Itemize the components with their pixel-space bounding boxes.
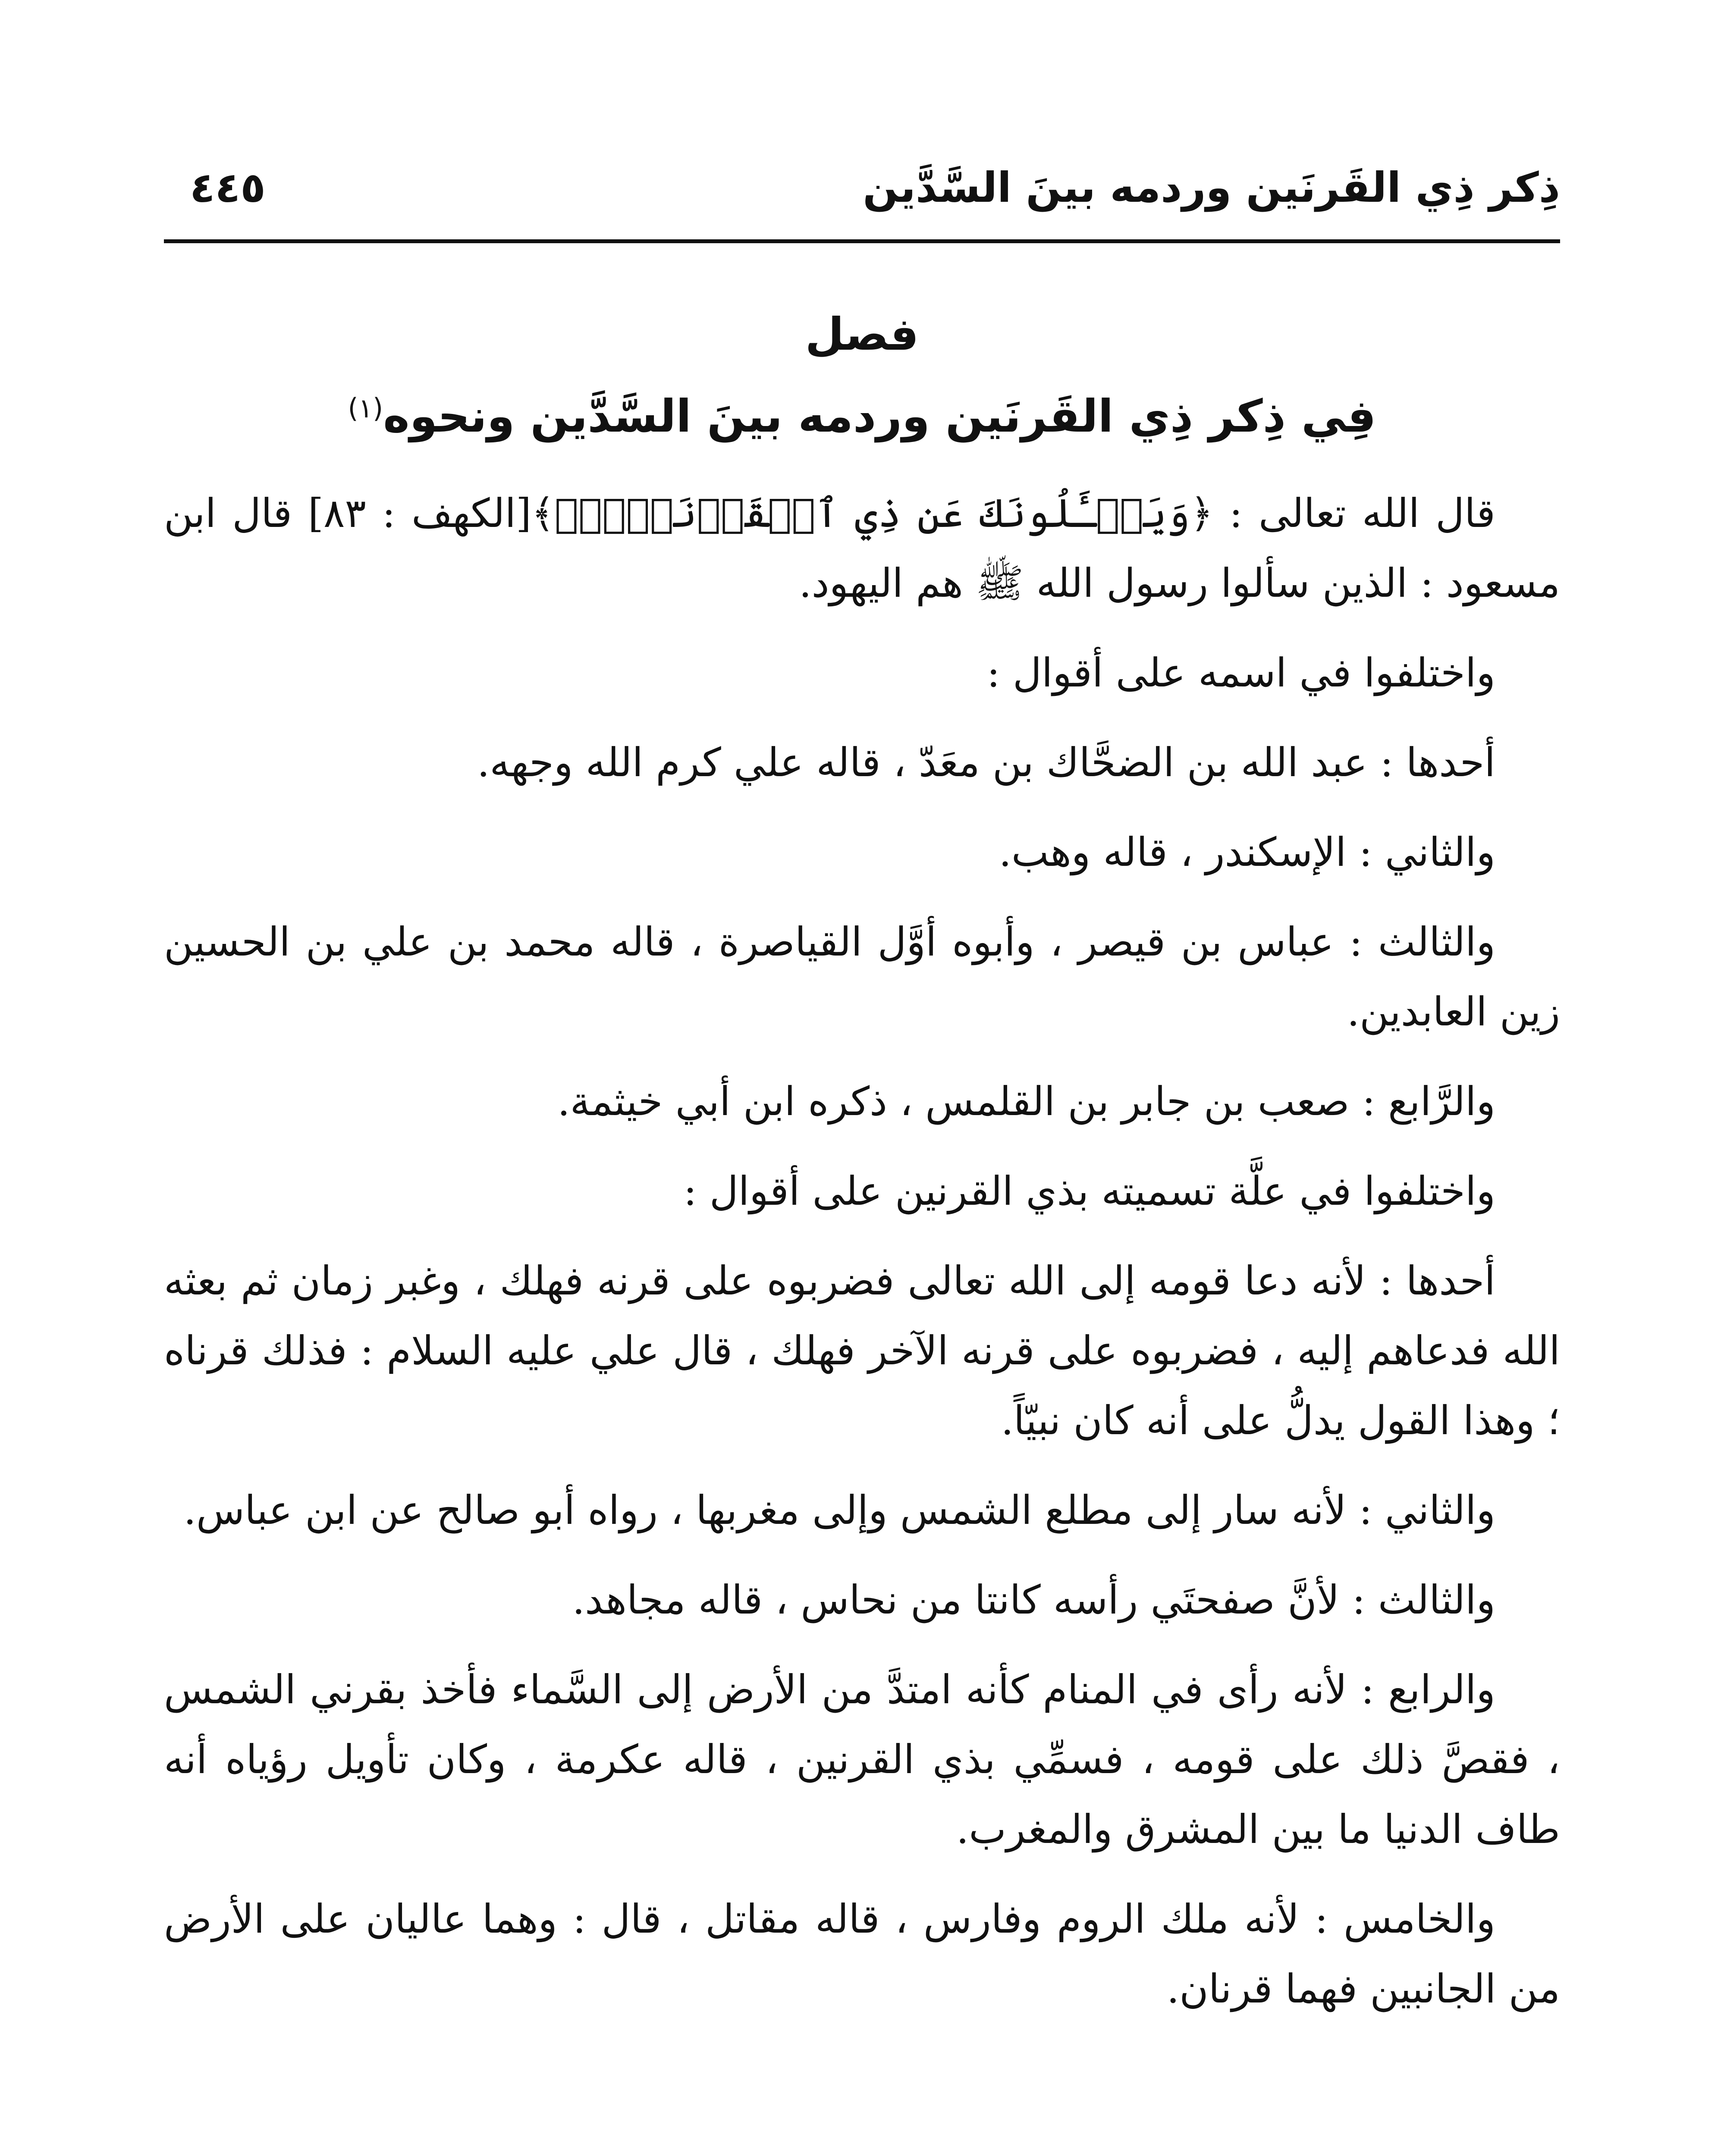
running-header-title: ذِكر ذِي القَرنَين وردمه بينَ السَّدَّين (863, 163, 1560, 212)
header-rule (164, 239, 1560, 243)
paragraph: والرَّابع : صعب بن جابر بن القلمس ، ذكره ابن أبي خيثمة. (557, 1078, 1495, 1125)
section-title-text: فِي ذِكر ذِي القَرنَين وردمه بينَ السَّدَّين ونحوه (383, 390, 1376, 442)
paragraph: والثالث : عباس بن قيصر ، وأبوه أوَّل القياصرة ، قاله محمد بن علي بن الحسين زين العابدين. (164, 919, 1560, 1035)
section-title (164, 384, 1560, 448)
page-number: ٤٤٥ (190, 163, 266, 212)
running-header (164, 160, 1560, 224)
paragraph: والثالث : لأنَّ صفحتَي رأسه كانتا من نحاس ، قاله مجاهد. (572, 1577, 1495, 1623)
footnote-ref: (١) (348, 392, 383, 424)
paragraph-citation: [الكهف : ٨٣] قال ابن مسعود : الذين سألوا رسول الله ﷺ هم اليهود. (164, 490, 1560, 606)
paragraph: والثاني : لأنه سار إلى مطلع الشمس وإلى مغربها ، رواه أبو صالح عن ابن عباس. (183, 1487, 1495, 1533)
quran-verse: ﴿وَيَسۡـَٔلُونَكَ عَن ذِي ٱلۡقَرۡنَيۡنِۖ﴾ (531, 490, 1213, 536)
paragraph-quran-citation (164, 479, 1560, 618)
paragraph: أحدها : عبد الله بن الضحَّاك بن معَدّ ، قاله علي كرم الله وجهه. (477, 740, 1495, 786)
paragraph: والثاني : الإسكندر ، قاله وهب. (999, 829, 1495, 875)
paragraph-intro: قال الله تعالى : (1213, 490, 1496, 536)
paragraph: أحدها : لأنه دعا قومه إلى الله تعالى فضربوه على قرنه فهلك ، وغبر زمان ثم بعثه الله فدعاهم إليه ، فضربوه على قرنه الآخر فهلك ، قال علي عليه السلام : فذلك قرناه ؛ وهذا القول يدلُّ على أنه كان نبيّاً. (164, 1258, 1560, 1444)
body-text (164, 479, 1560, 2044)
paragraph: واختلفوا في اسمه على أقوال : (986, 650, 1495, 696)
section-label: فصل (805, 308, 919, 360)
paragraph: واختلفوا في علَّة تسميته بذي القرنين على أقوال : (683, 1168, 1495, 1214)
paragraph: والخامس : لأنه ملك الروم وفارس ، قاله مقاتل ، قال : وهما عاليان على الأرض من الجانبين فهما قرنان. (164, 1896, 1560, 2012)
paragraph: والرابع : لأنه رأى في المنام كأنه امتدَّ من الأرض إلى السَّماء فأخذ بقرني الشمس ، فقصَّ ذلك على قومه ، فسمِّي بذي القرنين ، قاله عكرمة ، وكان تأويل رؤياه أنه طاف الدنيا ما بين المشرق والمغرب. (164, 1667, 1560, 1852)
